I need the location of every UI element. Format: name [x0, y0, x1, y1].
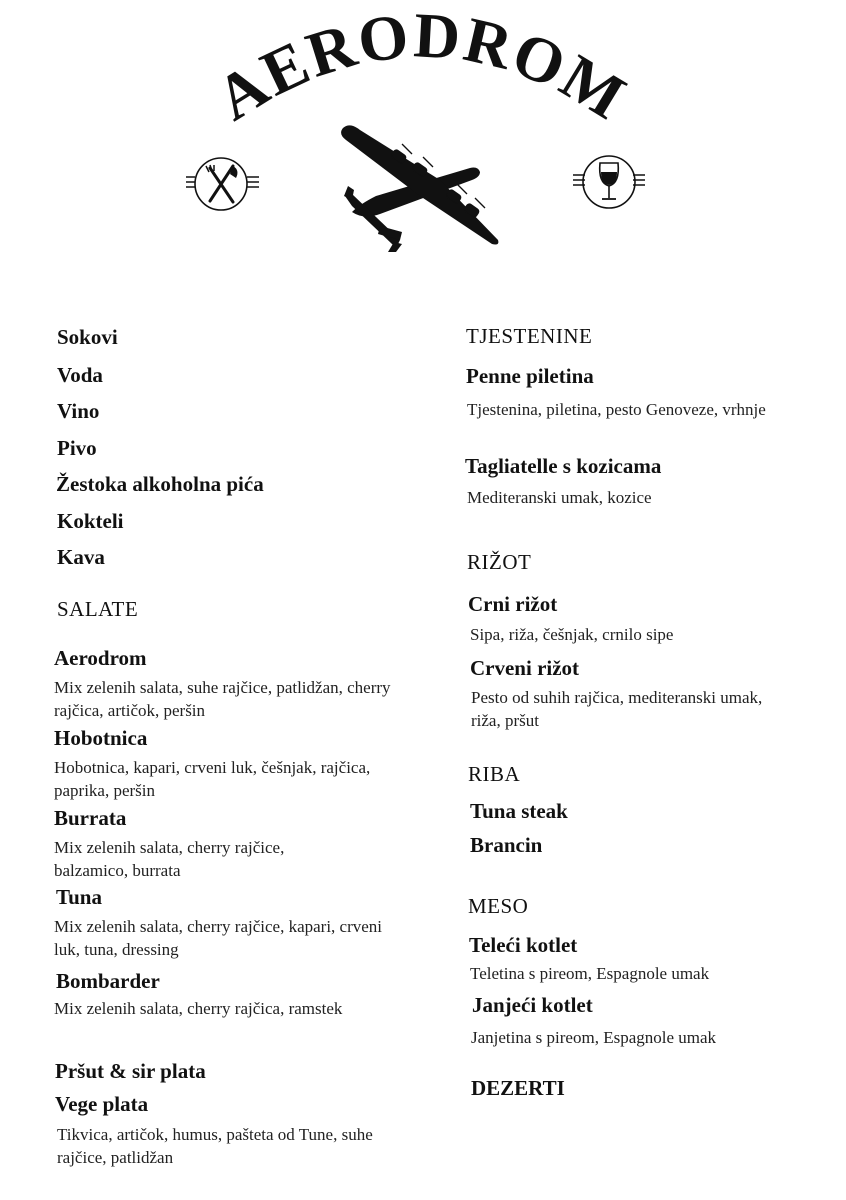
wine-glass-icon [573, 156, 645, 208]
header-graphic [0, 0, 846, 280]
dish-description: Mix zelenih salata, suhe rajčice, patlidžan, cherry rajčica, artičok, peršin [54, 678, 391, 720]
dish-name: Teleći kotlet [469, 933, 578, 957]
section-title: RIŽOT [467, 550, 532, 574]
section-title: TJESTENINE [466, 324, 593, 348]
menu-item: Pivo [57, 436, 97, 460]
dish-name: Bombarder [56, 969, 160, 993]
brand-title: AERODROM [203, 0, 640, 134]
menu-item: Vino [57, 399, 100, 423]
menu-item: Kava [57, 545, 105, 569]
fork-knife-icon [186, 158, 259, 210]
dish-description: Janjetina s pireom, Espagnole umak [471, 1028, 717, 1047]
menu-item: Voda [57, 363, 103, 387]
dish-name: Burrata [54, 806, 127, 830]
dish-description: Pesto od suhih rajčica, mediteranski umak, riža, pršut [471, 688, 763, 730]
section-title: MESO [468, 894, 529, 918]
menu-header [0, 0, 846, 280]
dish-description: Hobotnica, kapari, crveni luk, češnjak, rajčica, paprika, peršin [54, 758, 371, 800]
dish-description: Tjestenina, piletina, pesto Genoveze, vrhnje [467, 400, 766, 419]
dish-name: Hobotnica [54, 726, 148, 750]
dish-name: Crveni rižot [470, 656, 580, 680]
dish-name: Pršut & sir plata [55, 1059, 206, 1083]
bomber-airplane-icon [341, 125, 498, 252]
dish-name: Janjeći kotlet [472, 993, 593, 1017]
dish-description: Tikvica, artičok, humus, pašteta od Tune, suhe rajčice, patlidžan [57, 1125, 373, 1167]
menu-item: Sokovi [57, 325, 118, 349]
section-title: RIBA [468, 762, 521, 786]
dish-description: Mix zelenih salata, cherry rajčica, ramstek [54, 999, 343, 1018]
dish-name: Aerodrom [54, 646, 147, 670]
dish-description: Mix zelenih salata, cherry rajčice, balzamico, burrata [54, 838, 285, 880]
dish-name: Tuna steak [470, 799, 568, 823]
section-title: DEZERTI [471, 1076, 565, 1100]
dish-name: Vege plata [55, 1092, 149, 1116]
dish-name: Brancin [470, 833, 543, 857]
dish-name: Crni rižot [468, 592, 558, 616]
dish-name: Tuna [56, 885, 102, 909]
dish-name: Tagliatelle s kozicama [465, 454, 662, 478]
section-title: SALATE [57, 597, 139, 621]
dish-description: Sipa, riža, češnjak, crnilo sipe [470, 625, 674, 644]
menu-item: Žestoka alkoholna pića [56, 472, 264, 496]
dish-description: Mediteranski umak, kozice [467, 488, 652, 507]
menu-item: Kokteli [57, 509, 124, 533]
dish-description: Teletina s pireom, Espagnole umak [470, 964, 710, 983]
dish-name: Penne piletina [466, 364, 594, 388]
dish-description: Mix zelenih salata, cherry rajčice, kapari, crveni luk, tuna, dressing [54, 917, 383, 959]
